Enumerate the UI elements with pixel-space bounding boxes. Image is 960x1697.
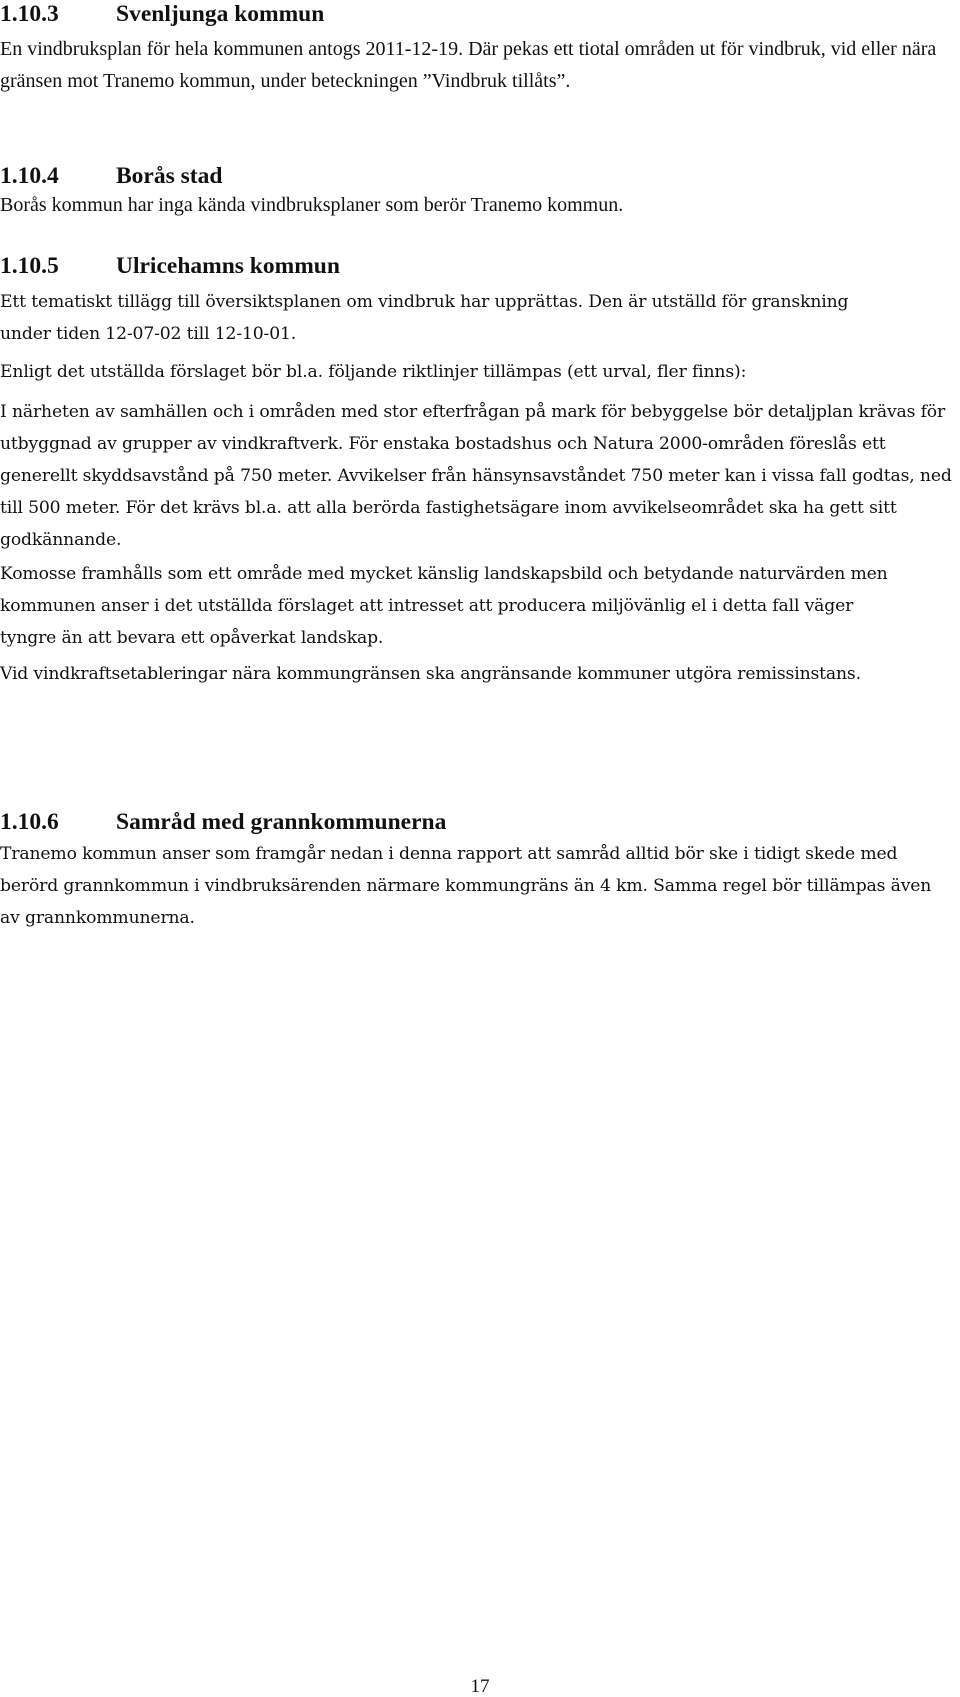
paragraph: Komosse framhålls som ett område med mycket känslig landskapsbild och betydande naturvärden men kommunen anser i det utställda förslaget att intresset att producera miljövänlig el i detta fall väger tyngre än att bevara ett opåverkat landskap. [0,564,888,648]
paragraph: Ett tematiskt tillägg till översiktsplanen om vindbruk har upprättas. Den är utställd för granskning under tiden 12-07-02 till 12-10-01. [0,292,849,344]
paragraph: I närheten av samhällen och i områden med stor efterfrågan på mark för bebyggelse bör detaljplan krävas för utbyggnad av grupper av vindkraftverk. För enstaka bostadshus och Natura 2000-områden föreslås ett generellt skyddsavstånd på 750 meter. Avvikelser från hänsynsavståndet 750 meter kan i vissa fall godtas, ned till 500 meter. För det krävs bl.a. att alla berörda fastighetsägare inom avvikelseområdet ska ha gett sitt godkännande. [0,402,952,550]
paragraph: En vindbruksplan för hela kommunen antogs 2011-12-19. Där pekas ett tiotal områden ut för vindbruk, vid eller nära gränsen mot Tranemo kommun, under beteckningen ”Vindbruk tillåts”. [0,38,937,92]
paragraph: Tranemo kommun anser som framgår nedan i denna rapport att samråd alltid bör ske i tidigt skede med berörd grannkommun i vindbruksärenden närmare kommungräns än 4 km. Samma regel bör tillämpas även av grannkommunerna. [0,844,932,928]
section-number: 1.10.3 [0,1,59,27]
section-heading [0,808,446,836]
section-title: Borås stad [116,163,223,189]
section-heading [0,252,340,280]
section-heading [0,162,222,190]
section-title: Svenljunga kommun [116,1,325,27]
section-title: Ulricehamns kommun [116,253,340,279]
paragraph: Enligt det utställda förslaget bör bl.a. följande riktlinjer tillämpas (ett urval, fler finns): [0,362,747,382]
section-title: Samråd med grannkommunerna [116,809,447,835]
section-heading [0,0,324,28]
section-number: 1.10.4 [0,163,59,189]
section-number: 1.10.6 [0,809,59,835]
page-number: 17 [470,1676,490,1697]
paragraph: Vid vindkraftsetableringar nära kommungränsen ska angränsande kommuner utgöra remissinstans. [0,664,861,684]
paragraph: Borås kommun har inga kända vindbruksplaner som berör Tranemo kommun. [0,194,624,216]
section-number: 1.10.5 [0,253,59,279]
